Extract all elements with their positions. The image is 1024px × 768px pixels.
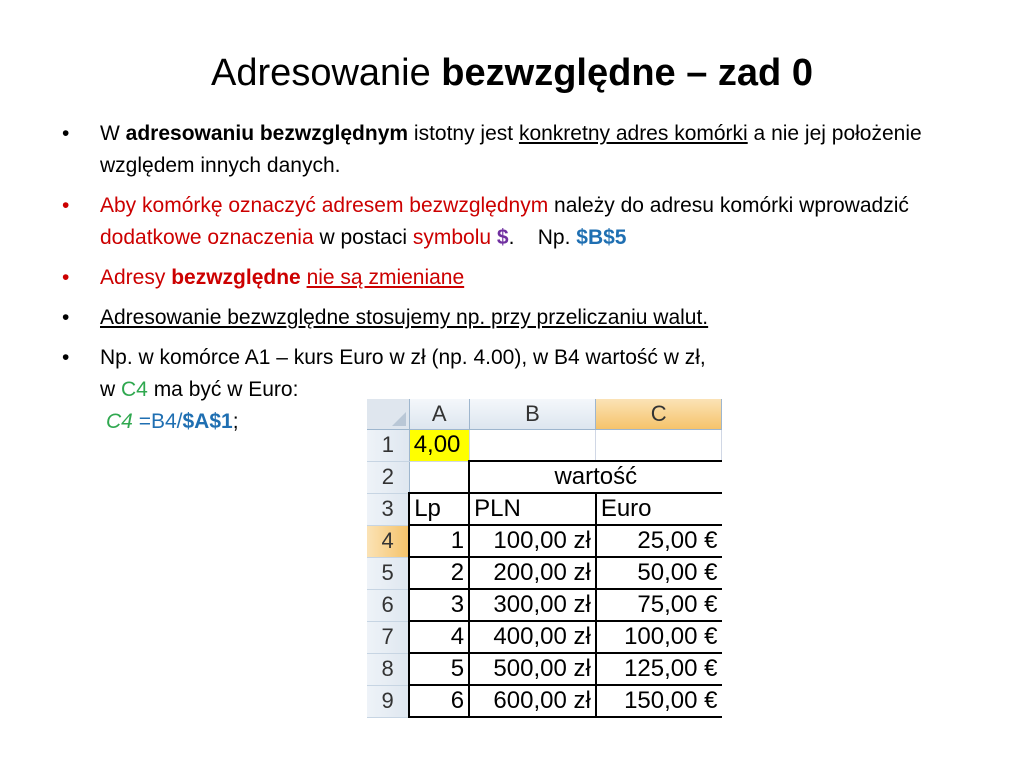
cell-pln[interactable]: 300,00 zł <box>469 589 596 621</box>
text-red-bold: bezwzględne <box>171 266 301 289</box>
cell-lp[interactable]: 3 <box>409 589 469 621</box>
table-row <box>367 461 722 493</box>
row-header[interactable]: 8 <box>367 653 409 685</box>
cell-pln[interactable]: 600,00 zł <box>469 685 596 717</box>
text-red-underlined: nie są zmieniane <box>306 266 465 289</box>
row-header[interactable]: 1 <box>367 430 409 462</box>
cell-b2-merged[interactable]: wartość <box>469 461 721 493</box>
bullet-2 <box>62 190 982 254</box>
cell-c1[interactable] <box>596 430 722 462</box>
table-row <box>367 525 722 557</box>
table-row <box>367 589 722 621</box>
bullet-dot: • <box>62 346 70 369</box>
column-header-a[interactable]: A <box>409 399 469 430</box>
bullet-4 <box>62 302 982 334</box>
text: w <box>100 378 121 401</box>
title-bold: bezwzględne – zad 0 <box>441 52 813 94</box>
formula-part: =B4/ <box>132 410 183 433</box>
table-row <box>367 621 722 653</box>
row-header[interactable]: 5 <box>367 557 409 589</box>
text: a nie jej położenie względem innych danych. <box>100 122 922 177</box>
column-header-row <box>367 399 722 430</box>
row-header[interactable]: 3 <box>367 493 409 525</box>
text: istotny jest <box>408 122 519 145</box>
text: . Np. <box>508 226 577 249</box>
cell-a3[interactable]: Lp <box>409 493 469 525</box>
text: W <box>100 122 126 145</box>
table-row <box>367 653 722 685</box>
cell-pln[interactable]: 500,00 zł <box>469 653 596 685</box>
table-row <box>367 430 722 462</box>
example-address: $B$5 <box>576 226 627 249</box>
cell-lp[interactable]: 6 <box>409 685 469 717</box>
text: w postaci <box>313 226 413 249</box>
cell-pln[interactable]: 100,00 zł <box>469 525 596 557</box>
bullet-dot: • <box>62 306 70 329</box>
cell-c4-selected[interactable]: 25,00 € <box>596 525 722 557</box>
text-underlined: konkretny adres komórki <box>518 122 748 145</box>
cell-eur[interactable]: 150,00 € <box>596 685 722 717</box>
table-row <box>367 557 722 589</box>
cell-eur[interactable]: 125,00 € <box>596 653 722 685</box>
column-header-c[interactable]: C <box>596 399 722 430</box>
bullet-list <box>62 118 982 446</box>
formula-end: ; <box>232 410 239 433</box>
text: ma być w Euro: <box>147 378 299 401</box>
bullet-3 <box>62 262 982 294</box>
row-header[interactable]: 2 <box>367 461 409 493</box>
text-bold: adresowaniu bezwzględnym <box>125 122 409 145</box>
text-red: Adresy <box>100 266 172 289</box>
text-red: dodatkowe oznaczenia <box>100 226 314 249</box>
cell-pln[interactable]: 200,00 zł <box>469 557 596 589</box>
formula-target: C4 <box>106 410 133 433</box>
table-row <box>367 493 722 525</box>
cell-c3[interactable]: Euro <box>596 493 722 525</box>
cell-lp[interactable]: 1 <box>409 525 469 557</box>
text: należy do adresu komórki wprowadzić <box>548 194 909 217</box>
cell-a1[interactable]: 4,00 <box>409 430 469 462</box>
text-red: Aby komórkę oznaczyć adresem bezwzględnym <box>100 194 549 217</box>
bullet-1 <box>62 118 982 182</box>
cell-a2[interactable] <box>409 461 469 493</box>
select-all-corner[interactable] <box>367 399 409 430</box>
column-header-b[interactable]: B <box>469 399 596 430</box>
slide-title <box>0 50 1024 96</box>
bullet-dot: • <box>62 194 70 217</box>
cell-lp[interactable]: 5 <box>409 653 469 685</box>
title-normal: Adresowanie <box>211 52 442 94</box>
spreadsheet-image <box>367 399 722 740</box>
bullet-dot: • <box>62 122 70 145</box>
text: Np. w komórce A1 – kurs Euro w zł (np. 4.00), w B4 wartość w zł, <box>100 346 706 369</box>
table-row <box>367 685 722 717</box>
text-red: symbolu <box>412 226 497 249</box>
row-header[interactable]: 9 <box>367 685 409 717</box>
bullet-dot: • <box>62 266 70 289</box>
text-underlined: Adresowanie bezwzględne stosujemy np. przy przeliczaniu walut. <box>100 306 709 329</box>
cell-eur[interactable]: 50,00 € <box>596 557 722 589</box>
row-header[interactable]: 7 <box>367 621 409 653</box>
cell-lp[interactable]: 4 <box>409 621 469 653</box>
spreadsheet-grid <box>367 399 722 718</box>
dollar-symbol: $ <box>496 226 509 249</box>
cell-b1[interactable] <box>469 430 596 462</box>
cell-eur[interactable]: 75,00 € <box>596 589 722 621</box>
cell-pln[interactable]: 400,00 zł <box>469 621 596 653</box>
cell-ref-green: C4 <box>121 378 148 401</box>
formula-absolute-ref: $A$1 <box>182 410 233 433</box>
row-header[interactable]: 4 <box>367 525 409 557</box>
row-header[interactable]: 6 <box>367 589 409 621</box>
cell-lp[interactable]: 2 <box>409 557 469 589</box>
cell-b3[interactable]: PLN <box>469 493 596 525</box>
cell-eur[interactable]: 100,00 € <box>596 621 722 653</box>
formula <box>100 410 239 433</box>
